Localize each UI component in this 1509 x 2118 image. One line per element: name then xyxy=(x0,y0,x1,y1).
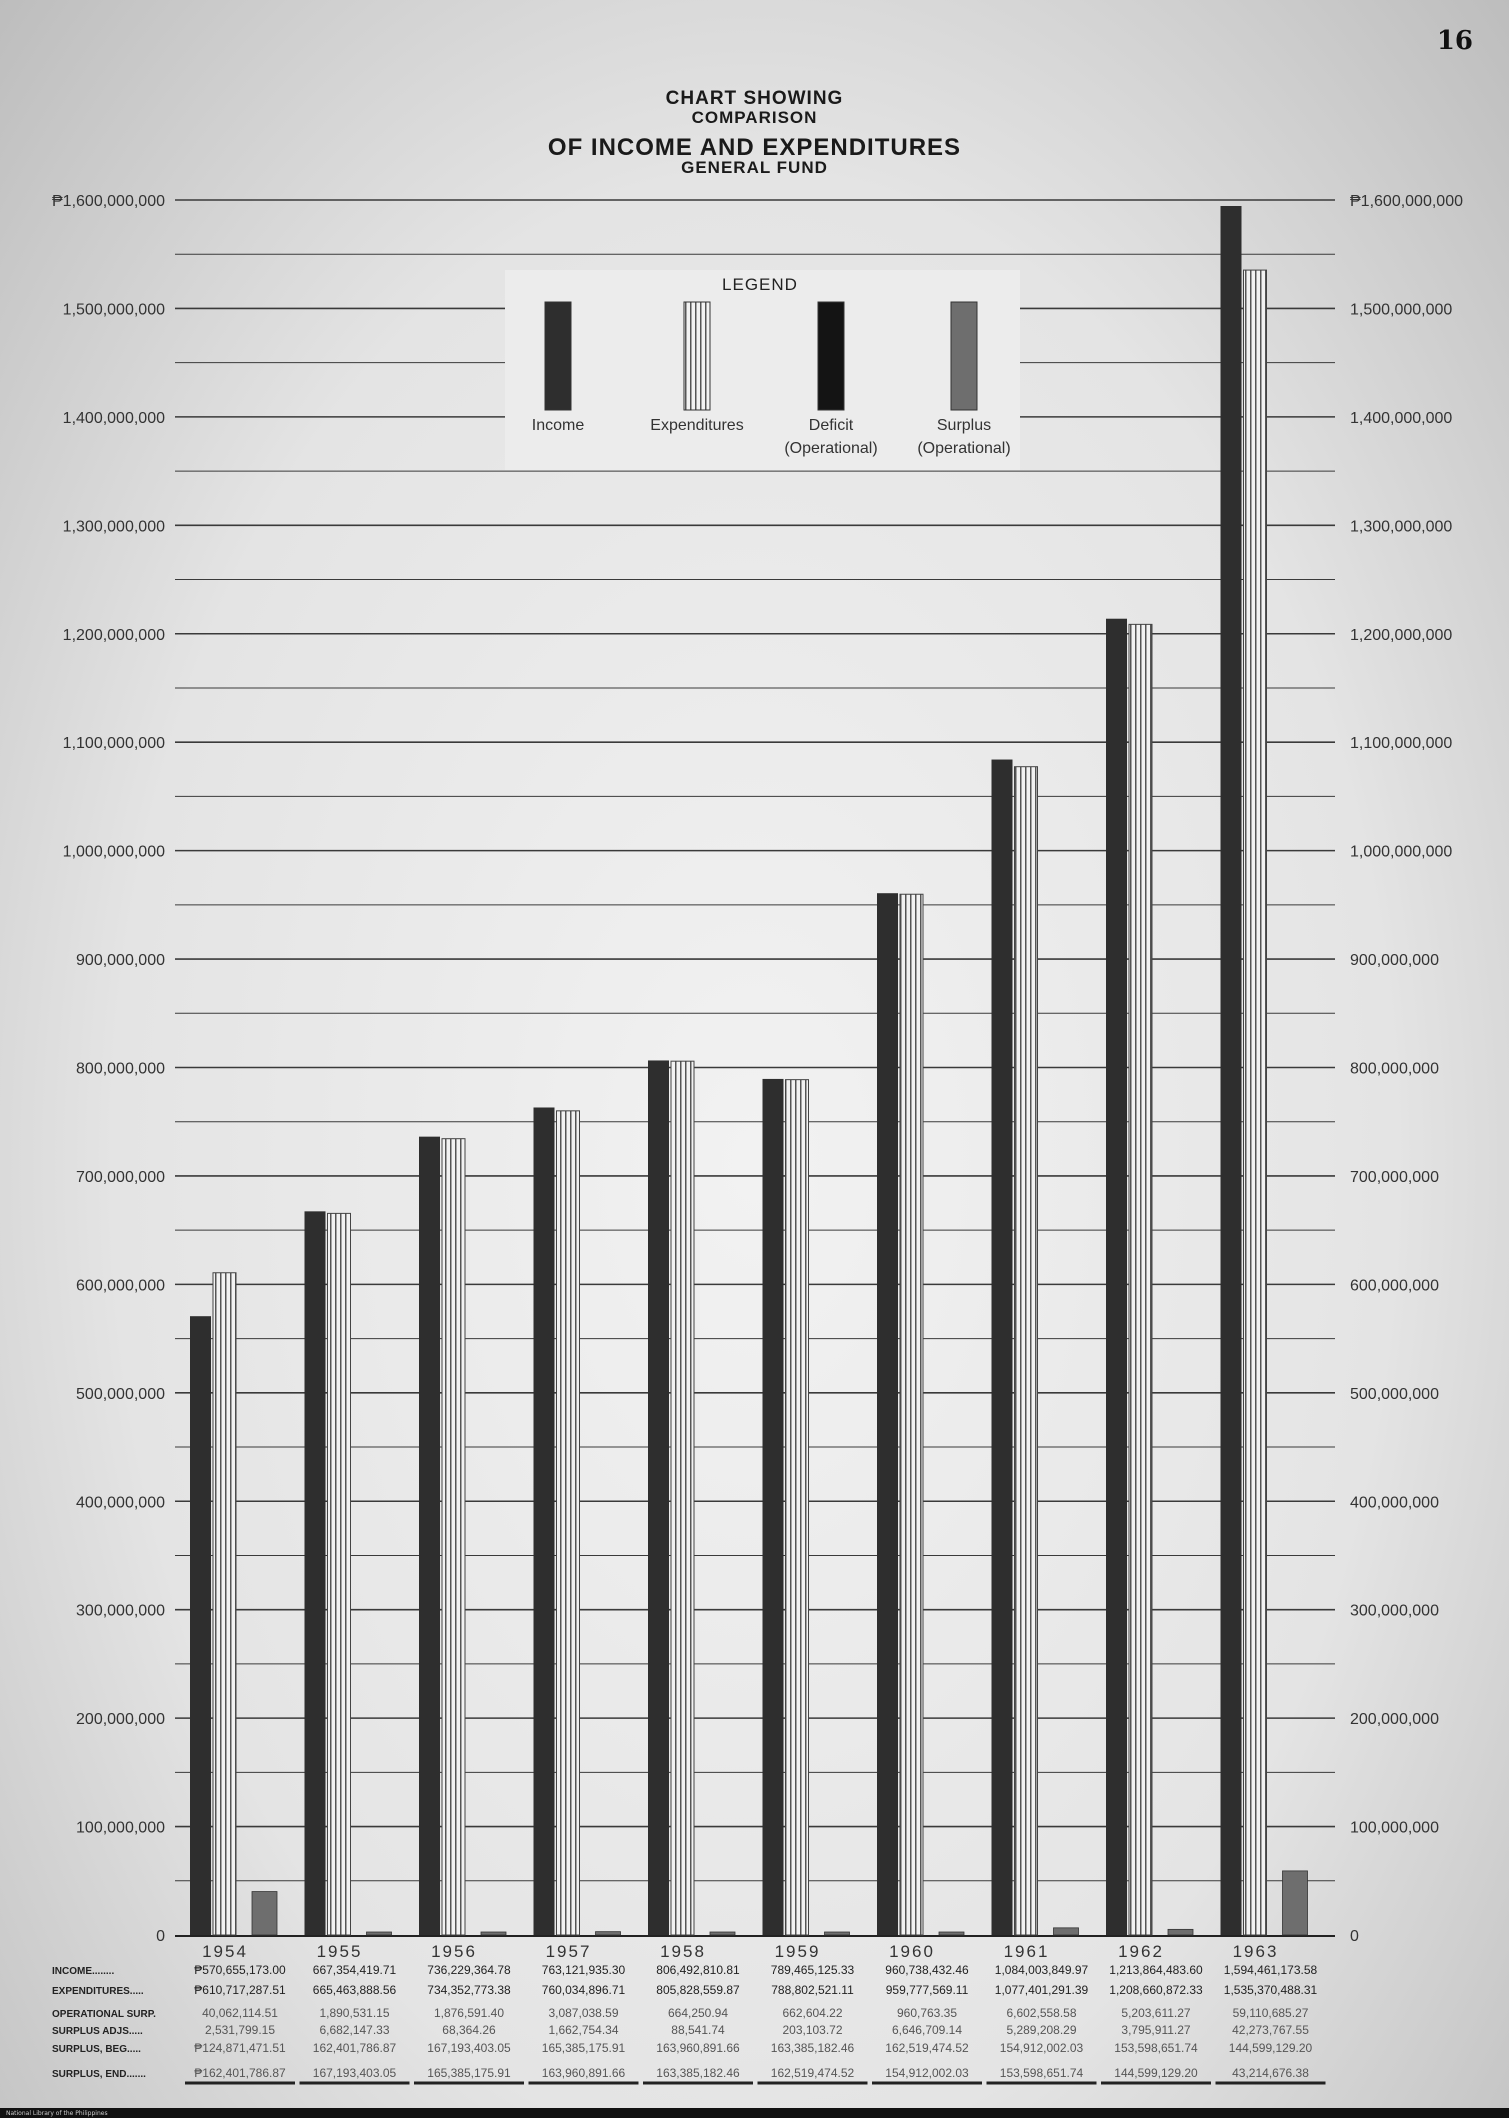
table-cell: 6,602,558.58 xyxy=(1006,2006,1077,2020)
bar-expenditures-1962 xyxy=(1129,624,1152,1935)
table-cell: 2,531,799.15 xyxy=(204,2023,276,2037)
y-tick-label-left: 800,000,000 xyxy=(76,1060,165,1078)
table-cell: 1,213,864,483.60 xyxy=(1109,1963,1203,1977)
category-label-1957: 1957 xyxy=(545,1942,592,1961)
y-tick-label-left: 500,000,000 xyxy=(76,1385,165,1403)
table-cell: 1,890,531.15 xyxy=(319,2006,390,2020)
bar-expenditures-1957 xyxy=(557,1111,580,1935)
table-cell: 734,352,773.38 xyxy=(427,1983,511,1997)
table-cell: 667,354,419.71 xyxy=(312,1963,397,1977)
bar-income-1960 xyxy=(877,893,898,1935)
table-cell: 154,912,002.03 xyxy=(999,2041,1084,2055)
y-tick-label-right: 800,000,000 xyxy=(1350,1060,1439,1078)
y-tick-label-right: 100,000,000 xyxy=(1350,1819,1439,1837)
y-tick-label-right: 900,000,000 xyxy=(1350,952,1439,970)
table-cell: 3,087,038.59 xyxy=(548,2006,619,2020)
bar-income-1962 xyxy=(1106,619,1127,1935)
table-cell: 163,385,182.46 xyxy=(770,2041,855,2055)
bar-surplus-1960 xyxy=(939,1932,964,1935)
table-cell: 162,401,786.87 xyxy=(312,2041,397,2055)
y-tick-label-left: ₱1,600,000,000 xyxy=(52,193,165,210)
bar-income-1955 xyxy=(305,1211,326,1935)
y-tick-label-right: 1,400,000,000 xyxy=(1350,409,1453,427)
legend-sublabel: (Operational) xyxy=(917,440,1011,457)
table-cell: 88,541.74 xyxy=(671,2023,725,2037)
y-tick-label-right: 1,200,000,000 xyxy=(1350,626,1453,644)
legend-title: LEGEND xyxy=(722,275,798,294)
y-tick-label-left: 0 xyxy=(156,1928,165,1945)
y-tick-label-right: 500,000,000 xyxy=(1350,1385,1439,1403)
table-cell: 40,062,114.51 xyxy=(202,2006,278,2020)
legend-swatch xyxy=(684,302,710,410)
table-cell: 59,110,685.27 xyxy=(1232,2006,1309,2020)
y-tick-label-left: 1,400,000,000 xyxy=(62,409,165,427)
bar-expenditures-1954 xyxy=(213,1273,236,1935)
table-cell: 144,599,129.20 xyxy=(1228,2041,1313,2055)
y-tick-label-right: 300,000,000 xyxy=(1350,1602,1439,1620)
y-tick-label-left: 700,000,000 xyxy=(76,1168,165,1186)
y-tick-label-right: 200,000,000 xyxy=(1350,1711,1439,1729)
bar-income-1954 xyxy=(190,1316,211,1935)
chart-title-line-1: CHART SHOWING xyxy=(665,88,844,109)
y-tick-label-right: 1,300,000,000 xyxy=(1350,518,1453,536)
table-cell: 154,912,002.03 xyxy=(885,2066,969,2080)
table-cell: 763,121,935.30 xyxy=(541,1963,626,1977)
footer-text: National Library of the Philippines xyxy=(6,2110,108,2117)
table-cell: 1,876,591.40 xyxy=(433,2006,505,2020)
y-tick-label-right: 0 xyxy=(1350,1928,1359,1945)
table-cell: 3,795,911.27 xyxy=(1121,2023,1191,2037)
table-cell: 960,763.35 xyxy=(896,2006,958,2020)
y-tick-label-left: 100,000,000 xyxy=(76,1819,165,1837)
legend-label: Income xyxy=(531,417,585,434)
bar-expenditures-1958 xyxy=(671,1061,694,1935)
table-cell: 203,103.72 xyxy=(782,2023,843,2037)
table-row-label: EXPENDITURES..... xyxy=(52,1986,144,1997)
category-label-1959: 1959 xyxy=(774,1942,821,1961)
bar-expenditures-1963 xyxy=(1244,270,1267,1935)
y-tick-label-left: 1,500,000,000 xyxy=(62,301,165,319)
table-cell: 662,604.22 xyxy=(782,2006,843,2020)
table-cell: 6,646,709.14 xyxy=(891,2023,963,2037)
bar-surplus-1961 xyxy=(1054,1928,1079,1935)
category-label-1956: 1956 xyxy=(431,1942,477,1961)
table-cell: 163,960,891.66 xyxy=(541,2066,626,2080)
table-row-label: INCOME........ xyxy=(52,1966,115,1977)
bar-income-1956 xyxy=(419,1137,440,1935)
table-cell: 167,193,403.05 xyxy=(312,2066,397,2080)
table-cell: 1,208,660,872.33 xyxy=(1109,1983,1203,1997)
bar-income-1957 xyxy=(534,1107,555,1935)
table-cell: 960,738,432.46 xyxy=(885,1963,969,1977)
table-row-label: SURPLUS, END....... xyxy=(52,2069,146,2080)
y-tick-label-left: 1,200,000,000 xyxy=(62,626,165,644)
bar-income-1961 xyxy=(992,760,1013,1935)
y-tick-label-left: 400,000,000 xyxy=(76,1494,165,1512)
table-cell: 165,385,175.91 xyxy=(427,2066,511,2080)
category-label-1961: 1961 xyxy=(1003,1942,1050,1961)
y-tick-label-right: ₱1,600,000,000 xyxy=(1350,193,1463,210)
bar-surplus-1956 xyxy=(481,1932,506,1935)
table-cell: 42,273,767.55 xyxy=(1232,2023,1309,2037)
bar-surplus-1959 xyxy=(825,1932,850,1935)
bar-surplus-1957 xyxy=(596,1932,621,1935)
table-cell: 163,385,182.46 xyxy=(656,2066,740,2080)
bar-surplus-1954 xyxy=(252,1892,277,1935)
y-tick-label-left: 900,000,000 xyxy=(76,952,165,970)
table-cell: 167,193,403.05 xyxy=(427,2041,511,2055)
table-cell: 736,229,364.78 xyxy=(427,1963,511,1977)
table-cell: 665,463,888.56 xyxy=(312,1983,397,1997)
legend-swatch xyxy=(545,302,571,410)
table-cell: ₱570,655,173.00 xyxy=(194,1963,286,1977)
bar-surplus-1955 xyxy=(367,1932,392,1935)
table-cell: 789,465,125.33 xyxy=(770,1963,855,1977)
table-cell: 162,519,474.52 xyxy=(885,2041,969,2055)
table-cell: 153,598,651.74 xyxy=(999,2066,1084,2080)
bar-income-1958 xyxy=(648,1060,669,1935)
table-row-label: SURPLUS, BEG..... xyxy=(52,2044,141,2055)
table-cell: ₱124,871,471.51 xyxy=(194,2041,286,2055)
bar-expenditures-1956 xyxy=(442,1139,465,1935)
y-tick-label-left: 1,300,000,000 xyxy=(62,518,165,536)
bar-surplus-1963 xyxy=(1283,1871,1308,1935)
legend-label: Surplus xyxy=(936,417,992,434)
table-cell: 1,594,461,173.58 xyxy=(1223,1963,1318,1977)
bar-expenditures-1961 xyxy=(1015,767,1038,1935)
table-cell: 1,084,003,849.97 xyxy=(994,1963,1089,1977)
table-cell: 1,535,370,488.31 xyxy=(1223,1983,1318,1997)
bar-expenditures-1959 xyxy=(786,1080,809,1935)
legend-swatch xyxy=(818,302,844,410)
y-tick-label-right: 400,000,000 xyxy=(1350,1494,1439,1512)
chart-title-line-4: GENERAL FUND xyxy=(681,158,828,177)
table-cell: 760,034,896.71 xyxy=(541,1983,626,1997)
table-cell: 165,385,175.91 xyxy=(541,2041,626,2055)
table-cell: 5,289,208.29 xyxy=(1006,2023,1077,2037)
table-cell: 68,364.26 xyxy=(442,2023,496,2037)
bar-surplus-1958 xyxy=(710,1932,735,1935)
y-tick-label-left: 600,000,000 xyxy=(76,1277,165,1295)
bottom-bar xyxy=(0,2108,1509,2118)
table-cell: 1,077,401,291.39 xyxy=(994,1983,1089,1997)
table-cell: 6,682,147.33 xyxy=(319,2023,390,2037)
table-cell: 163,960,891.66 xyxy=(656,2041,740,2055)
table-cell: ₱162,401,786.87 xyxy=(194,2066,286,2080)
page-number: 16 xyxy=(1436,26,1473,56)
chart-title-line-2: COMPARISON xyxy=(691,108,818,127)
bar-surplus-1962 xyxy=(1168,1929,1193,1935)
category-label-1962: 1962 xyxy=(1118,1942,1164,1961)
table-cell: 5,203,611.27 xyxy=(1121,2006,1191,2020)
y-tick-label-right: 1,000,000,000 xyxy=(1350,843,1453,861)
table-cell: 162,519,474.52 xyxy=(770,2066,855,2080)
table-cell: 664,250.94 xyxy=(667,2006,729,2020)
table-cell: 805,828,559.87 xyxy=(656,1983,740,1997)
y-tick-label-right: 1,500,000,000 xyxy=(1350,301,1453,319)
y-tick-label-left: 1,000,000,000 xyxy=(62,843,165,861)
table-row-label: SURPLUS ADJS..... xyxy=(52,2026,143,2037)
y-tick-label-right: 600,000,000 xyxy=(1350,1277,1439,1295)
y-tick-label-right: 700,000,000 xyxy=(1350,1168,1439,1186)
category-label-1955: 1955 xyxy=(316,1942,363,1961)
legend-label: Deficit xyxy=(808,417,854,434)
table-row-label: OPERATIONAL SURP. xyxy=(52,2009,156,2020)
table-cell: ₱610,717,287.51 xyxy=(194,1983,286,1997)
chart-title-line-3: OF INCOME AND EXPENDITURES xyxy=(547,134,962,161)
table-cell: 959,777,569.11 xyxy=(885,1983,969,1997)
legend-swatch xyxy=(951,302,977,410)
table-cell: 1,662,754.34 xyxy=(548,2023,619,2037)
category-label-1963: 1963 xyxy=(1232,1942,1279,1961)
y-tick-label-left: 1,100,000,000 xyxy=(62,735,165,753)
table-cell: 806,492,810.81 xyxy=(656,1963,740,1977)
bar-expenditures-1960 xyxy=(900,894,923,1935)
bar-income-1963 xyxy=(1221,206,1242,1935)
table-cell: 144,599,129.20 xyxy=(1114,2066,1198,2080)
y-tick-label-left: 300,000,000 xyxy=(76,1602,165,1620)
table-cell: 788,802,521.11 xyxy=(771,1983,854,1997)
legend-label: Expenditures xyxy=(650,417,744,434)
category-label-1958: 1958 xyxy=(660,1942,706,1961)
table-cell: 153,598,651.74 xyxy=(1114,2041,1198,2055)
y-tick-label-left: 200,000,000 xyxy=(76,1711,165,1729)
category-label-1960: 1960 xyxy=(889,1942,935,1961)
bar-expenditures-1955 xyxy=(328,1213,351,1935)
bar-income-1959 xyxy=(763,1079,784,1935)
table-cell: 43,214,676.38 xyxy=(1232,2066,1309,2080)
legend-sublabel: (Operational) xyxy=(784,440,878,457)
category-label-1954: 1954 xyxy=(202,1942,248,1961)
y-tick-label-right: 1,100,000,000 xyxy=(1350,735,1453,753)
